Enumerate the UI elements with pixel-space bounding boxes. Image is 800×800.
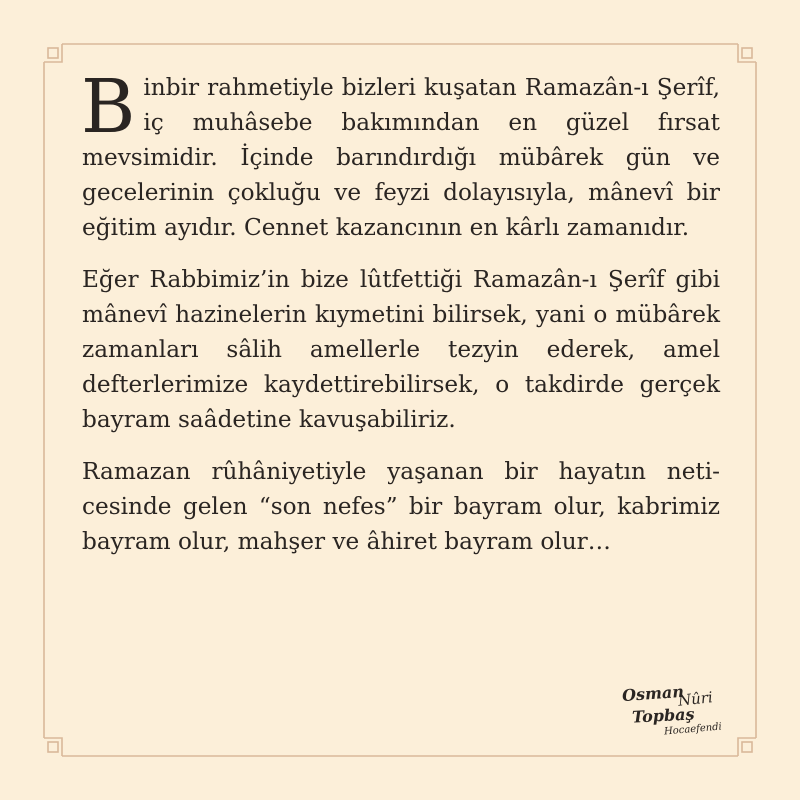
paragraph-3: Ramazan rûhâniyetiyle yaşanan bir hayatın neticesinde gelen “son nefes” bir bayram olur, kabrimiz bayram olur, mahşer ve âhiret bayram olur… xyxy=(82,458,720,555)
signature-first-name: Osman xyxy=(621,681,685,706)
paragraph-1-text: inbir rahmetiyle bizleri kuşatan Ramazân-ı Şerîf, iç muhâsebe bakımından en güzel fırsat mevsimidir. İçinde barındırdığı mübârek gün ve gecelerinin çokluğu ve feyzi dolayısıyla, mânevî bir eğitim ayıdır. Cennet kazancının en kârlı zamanıdır. xyxy=(82,74,720,241)
drop-cap: B xyxy=(81,64,136,150)
author-signature xyxy=(620,681,730,748)
paragraph-2: Eğer Rabbimiz’in bize lûtfettiği Ramazân-ı Şerîf gibi mânevî hazinelerin kıymetini bilirsek, yani o mübârek zamanları sâlih amellerle tezyin ederek, amel defterlerimize kaydettirebilirsek, o takdirde gerçek bayram saâdetine kavuşabiliriz. xyxy=(82,266,720,433)
signature-last-name: Topbaş xyxy=(631,704,695,727)
quote-text xyxy=(81,64,720,576)
paragraph-1 xyxy=(81,64,720,245)
signature-title: Hocaefendi xyxy=(663,721,723,738)
signature-middle-name: Nûri xyxy=(677,688,714,710)
